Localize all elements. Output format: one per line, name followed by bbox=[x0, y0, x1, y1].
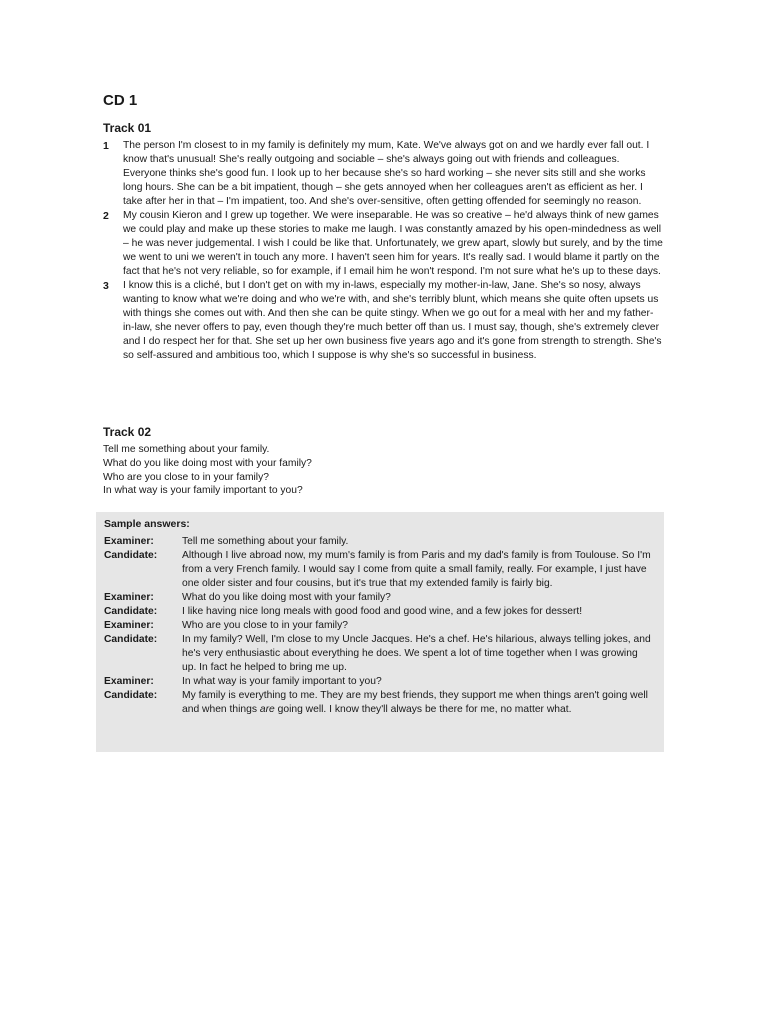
dialogue-turn bbox=[104, 591, 654, 605]
speaker-label: Examiner: bbox=[104, 676, 154, 687]
dialogue-turn bbox=[104, 605, 654, 619]
paragraph-number: 1 bbox=[103, 140, 109, 152]
utterance bbox=[182, 689, 654, 717]
utterance: I like having nice long meals with good food and good wine, and a few jokes for dessert! bbox=[182, 606, 583, 617]
paragraph-text: My cousin Kieron and I grew up together. We were inseparable. He was so creative – he'd always think of new games we could play and make up these stories to make me laugh. I was constantly amazed by his open-mindedness as well – he was never judgemental. I wish I could be like that. Unfortunately, we grew apart, slowly but surely, and by the time we went to uni we weren't in touch any more. I haven't seen him for years. It's really sad. I would blame it partly on the fact that he's not very reliable, so for example, if I email him he won't respond. I'm not sure what he's up to these days. bbox=[123, 210, 663, 277]
question-line: Who are you close to in your family? bbox=[103, 471, 269, 483]
utterance-part: going well. I know they'll always be there for me, no matter what. bbox=[274, 704, 572, 715]
sample-answers-box bbox=[96, 512, 664, 752]
dialogue bbox=[104, 535, 654, 717]
question-line: In what way is your family important to you? bbox=[103, 485, 303, 497]
question-line: What do you like doing most with your family? bbox=[103, 457, 312, 469]
speaker-label: Examiner: bbox=[104, 592, 154, 603]
dialogue-turn bbox=[104, 535, 654, 549]
utterance: Although I live abroad now, my mum's family is from Paris and my dad's family is from Toulouse. So I'm from a very French family. I would say I come from quite a small family, really. For example, I just have one older sister and four cousins, but it's true that my extended family is fairly big. bbox=[182, 550, 651, 589]
utterance-emphasis: are bbox=[259, 704, 275, 715]
paragraph-item bbox=[103, 209, 663, 279]
track-02-heading: Track 02 bbox=[103, 425, 152, 439]
question-line: Tell me something about your family. bbox=[103, 444, 270, 455]
paragraph-text: I know this is a cliché, but I don't get on with my in-laws, especially my mother-in-law, Jane. She's so nosy, always wanting to know what we're doing and who we're with, and she's terribly blunt, which means she quite often upsets us with things she comes out with. And then she can be quite stingy. When we go out for a meal with her and my father-in-law, she never offers to pay, even though they're much better off than us. I must say, though, she's extremely clever and I do respect her for that. She set up her own business five years ago and it's gone from strength to strength. She's so self-assured and ambitious too, which I suppose is why she's so successful in business. bbox=[123, 280, 662, 361]
track-01-paragraphs bbox=[103, 139, 663, 363]
speaker-label: Candidate: bbox=[104, 550, 158, 561]
paragraph-number: 3 bbox=[103, 280, 109, 292]
utterance-part: My family is everything to me. They are my best friends, they support me when things aren't going well and when things bbox=[182, 690, 648, 715]
sample-answers-heading: Sample answers: bbox=[104, 518, 190, 530]
speaker-label: Candidate: bbox=[104, 606, 158, 617]
dialogue-turn bbox=[104, 633, 654, 675]
paragraph-number: 2 bbox=[103, 210, 109, 222]
paragraph-text: The person I'm closest to in my family is definitely my mum, Kate. We've always got on and we hardly ever fall out. I know that's unusual! She's really outgoing and sociable – she's always going out with friends and colleagues. Everyone thinks she's good fun. I look up to her because she's so hard working – she never sits still and she works long hours. She can be a bit impatient, though – she gets annoyed when her colleagues aren't as efficient as her. I take after her in that – I'm impatient, too. And she's over-sensitive, often getting offended for seemingly no reason. bbox=[123, 140, 650, 207]
paragraph-item bbox=[103, 139, 663, 209]
track-02-questions bbox=[103, 443, 312, 498]
utterance: What do you like doing most with your family? bbox=[182, 592, 391, 603]
track-01-heading: Track 01 bbox=[103, 121, 152, 135]
speaker-label: Candidate: bbox=[104, 634, 158, 645]
utterance: In what way is your family important to you? bbox=[182, 676, 382, 687]
dialogue-turn bbox=[104, 619, 654, 633]
cd-title: CD 1 bbox=[103, 92, 138, 109]
utterance: Who are you close to in your family? bbox=[182, 620, 348, 631]
speaker-label: Examiner: bbox=[104, 620, 154, 631]
speaker-label: Examiner: bbox=[104, 536, 154, 547]
speaker-label: Candidate: bbox=[104, 690, 158, 701]
dialogue-turn bbox=[104, 549, 654, 591]
dialogue-turn bbox=[104, 675, 654, 689]
utterance: Tell me something about your family. bbox=[182, 536, 349, 547]
dialogue-turn bbox=[104, 689, 654, 717]
paragraph-item bbox=[103, 279, 663, 363]
utterance: In my family? Well, I'm close to my Uncle Jacques. He's a chef. He's hilarious, always telling jokes, and he's very enthusiastic about everything he does. We spent a lot of time together when I was growing up. In fact he helped to bring me up. bbox=[182, 634, 651, 673]
